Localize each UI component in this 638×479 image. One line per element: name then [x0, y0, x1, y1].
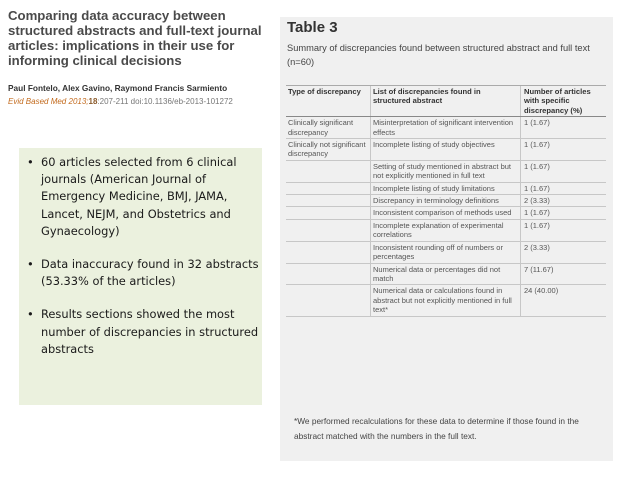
column-header-type: Type of discrepancy [288, 87, 361, 96]
summary-bullet-text: Data inaccuracy found in 32 abstracts (53.33% of the articles) [41, 257, 259, 289]
citation-year: 2013; [68, 97, 89, 106]
cell-item: Inconsistent rounding off of numbers or percentages [370, 242, 520, 263]
summary-list [19, 148, 262, 358]
cell-item: Incomplete listing of study objectives [370, 139, 520, 160]
paper-authors: Paul Fontelo, Alex Gavino, Raymond Francis Sarmiento [8, 83, 228, 93]
paper-title: Comparing data accuracy between structured abstracts and full-text journal articles: implications in their use for informing clinical decisions [8, 8, 262, 68]
table-row [286, 207, 606, 219]
table-footnote: *We performed recalculations for these data to determine if those found in the abstract matched with the numbers in the full text. [294, 416, 579, 441]
summary-bullet-text: Results sections showed the most number of discrepancies in structured abstracts [41, 307, 259, 356]
cell-count: 1 (1.67) [520, 220, 606, 241]
cell-count: 1 (1.67) [520, 207, 606, 218]
cell-type [286, 195, 370, 206]
column-header-list: List of discrepancies found in structured abstract [370, 86, 520, 116]
cell-type [286, 161, 370, 182]
cell-count: 1 (1.67) [520, 183, 606, 194]
citation-doi: doi:10.1136/eb-2013-101272 [130, 97, 233, 106]
table-caption: Summary of discrepancies found between structured abstract and full text (n=60) [287, 43, 590, 67]
cell-type [286, 183, 370, 194]
bullet-icon: • [27, 257, 34, 272]
cell-type [286, 285, 370, 315]
table-row [286, 195, 606, 207]
cell-item: Misinterpretation of significant intervention effects [370, 117, 520, 138]
table-row [286, 220, 606, 242]
cell-item: Incomplete listing of study limitations [370, 183, 520, 194]
table-row [286, 161, 606, 183]
cell-type [286, 264, 370, 285]
cell-type [286, 242, 370, 263]
cell-count: 1 (1.67) [520, 139, 606, 160]
bullet-icon: • [27, 155, 34, 169]
paper-header [8, 8, 278, 106]
column-header-count: Number of articles with specific discrepancy (%) [520, 86, 606, 116]
table-row [286, 183, 606, 195]
summary-bullet [19, 154, 262, 240]
cell-item: Numerical data or calculations found in abstract but not explicitly mentioned in full text* [370, 285, 520, 315]
table-row [286, 242, 606, 264]
table-row [286, 264, 606, 286]
cell-item: Inconsistent comparison of methods used [370, 207, 520, 218]
cell-type: Clinically not significant discrepancy [288, 140, 366, 159]
cell-count: 1 (1.67) [520, 117, 606, 138]
cell-count: 2 (3.33) [520, 195, 606, 206]
table-heading: Table 3 [287, 19, 338, 36]
table-row [286, 285, 606, 316]
cell-count: 1 (1.67) [520, 161, 606, 182]
bullet-icon: • [27, 307, 34, 322]
summary-bullet [19, 256, 262, 290]
paper-citation [8, 97, 278, 106]
cell-item: Discrepancy in terminology definitions [370, 195, 520, 206]
cell-count: 24 (40.00) [520, 285, 606, 315]
summary-bullet [19, 306, 262, 358]
table-header-row [286, 86, 606, 117]
summary-bullet-text: 60 articles selected from 6 clinical journals (American Journal of Emergency Medicine, BMJ, JAMA, Lancet, NEJM, and Obstetrics and Gynaecology) [41, 155, 237, 238]
cell-item: Setting of study mentioned in abstract but not explicitly mentioned in full text [370, 161, 520, 182]
summary-box [19, 148, 262, 405]
cell-item: Numerical data or percentages did not match [370, 264, 520, 285]
cell-count: 7 (11.67) [520, 264, 606, 285]
cell-item: Incomplete explanation of experimental correlations [370, 220, 520, 241]
citation-volume: 18 [88, 97, 98, 106]
cell-type: Clinically significant discrepancy [288, 118, 354, 137]
cell-count: 2 (3.33) [520, 242, 606, 263]
table-panel [280, 17, 613, 461]
cell-type [286, 207, 370, 218]
discrepancy-table [286, 85, 606, 317]
citation-journal: Evid Based Med [8, 97, 67, 106]
cell-type [286, 220, 370, 241]
table-row [286, 117, 606, 139]
table-row [286, 139, 606, 161]
citation-pages: :207-211 [97, 97, 129, 106]
